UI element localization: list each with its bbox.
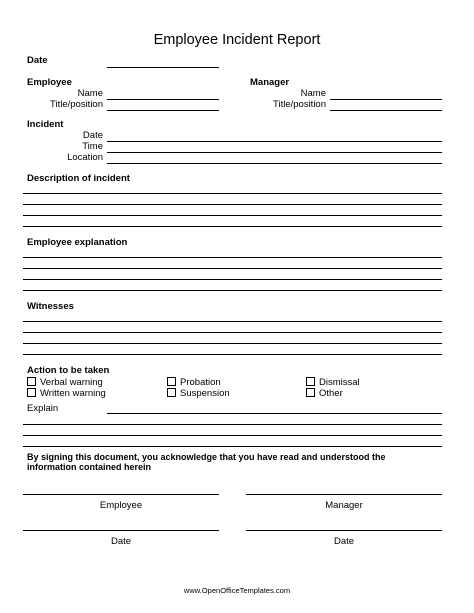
manager-name-label: Name	[300, 88, 326, 99]
witnesses-line[interactable]	[23, 354, 442, 355]
witnesses-heading: Witnesses	[27, 301, 74, 312]
description-line[interactable]	[23, 226, 442, 227]
explanation-line[interactable]	[23, 290, 442, 291]
employee-title-label: Title/position	[50, 99, 103, 110]
incident-time-label: Time	[82, 141, 103, 152]
manager-signature-label: Manager	[325, 500, 363, 511]
checkbox-icon[interactable]	[167, 377, 176, 386]
checkbox-dismissal[interactable]	[306, 377, 360, 388]
explain-label: Explain	[27, 403, 59, 414]
explain-line[interactable]	[23, 446, 442, 447]
checkbox-icon[interactable]	[306, 377, 315, 386]
employee-name-label: Name	[77, 88, 103, 99]
witnesses-line[interactable]	[23, 343, 442, 344]
manager-name-line[interactable]	[330, 99, 442, 100]
manager-signature-line[interactable]	[246, 494, 442, 495]
description-line[interactable]	[23, 193, 442, 194]
witnesses-line[interactable]	[23, 332, 442, 333]
date-heading: Date	[27, 55, 48, 66]
description-line[interactable]	[23, 215, 442, 216]
employee-heading: Employee	[27, 77, 72, 88]
checkbox-label: Suspension	[180, 388, 230, 399]
description-line[interactable]	[23, 204, 442, 205]
acknowledgement-text-cont: information contained herein	[27, 462, 152, 472]
incident-location-line[interactable]	[107, 163, 442, 164]
checkbox-verbal-warning[interactable]	[27, 377, 103, 388]
checkbox-suspension[interactable]	[167, 388, 230, 399]
action-heading: Action to be taken	[27, 365, 110, 376]
checkbox-label: Dismissal	[319, 377, 360, 388]
checkbox-icon[interactable]	[306, 388, 315, 397]
employee-title-line[interactable]	[107, 110, 219, 111]
explain-line[interactable]	[23, 435, 442, 436]
acknowledgement-text: By signing this document, you acknowledge that you have read and understood the	[27, 452, 386, 462]
checkbox-icon[interactable]	[27, 388, 36, 397]
checkbox-written-warning[interactable]	[27, 388, 106, 399]
manager-heading: Manager	[250, 77, 290, 88]
checkbox-icon[interactable]	[167, 388, 176, 397]
checkbox-icon[interactable]	[27, 377, 36, 386]
checkbox-probation[interactable]	[167, 377, 221, 388]
checkbox-other[interactable]	[306, 388, 343, 399]
incident-location-label: Location	[67, 152, 103, 163]
page-title: Employee Incident Report	[153, 32, 321, 48]
employee-signature-label: Employee	[99, 500, 143, 511]
manager-title-label: Title/position	[273, 99, 326, 110]
employee-signature-line[interactable]	[23, 494, 219, 495]
manager-date-line[interactable]	[246, 530, 442, 531]
incident-date-label: Date	[82, 130, 103, 141]
employee-date-label: Date	[110, 536, 132, 547]
explanation-line[interactable]	[23, 279, 442, 280]
explanation-line[interactable]	[23, 268, 442, 269]
manager-date-label: Date	[333, 536, 355, 547]
incident-heading: Incident	[27, 119, 64, 130]
date-field-line[interactable]	[107, 67, 219, 68]
witnesses-line[interactable]	[23, 321, 442, 322]
explanation-heading: Employee explanation	[27, 237, 128, 248]
checkbox-label: Probation	[180, 377, 221, 388]
footer-url: www.OpenOfficeTemplates.com	[183, 586, 291, 595]
incident-time-line[interactable]	[107, 152, 442, 153]
explanation-line[interactable]	[23, 257, 442, 258]
explain-line[interactable]	[23, 424, 442, 425]
description-heading: Description of incident	[27, 173, 130, 184]
checkbox-label: Verbal warning	[40, 377, 103, 388]
employee-name-line[interactable]	[107, 99, 219, 100]
checkbox-label: Written warning	[40, 388, 106, 399]
explain-line[interactable]	[107, 413, 442, 414]
employee-date-line[interactable]	[23, 530, 219, 531]
manager-title-line[interactable]	[330, 110, 442, 111]
checkbox-label: Other	[319, 388, 343, 399]
incident-date-line[interactable]	[107, 141, 442, 142]
